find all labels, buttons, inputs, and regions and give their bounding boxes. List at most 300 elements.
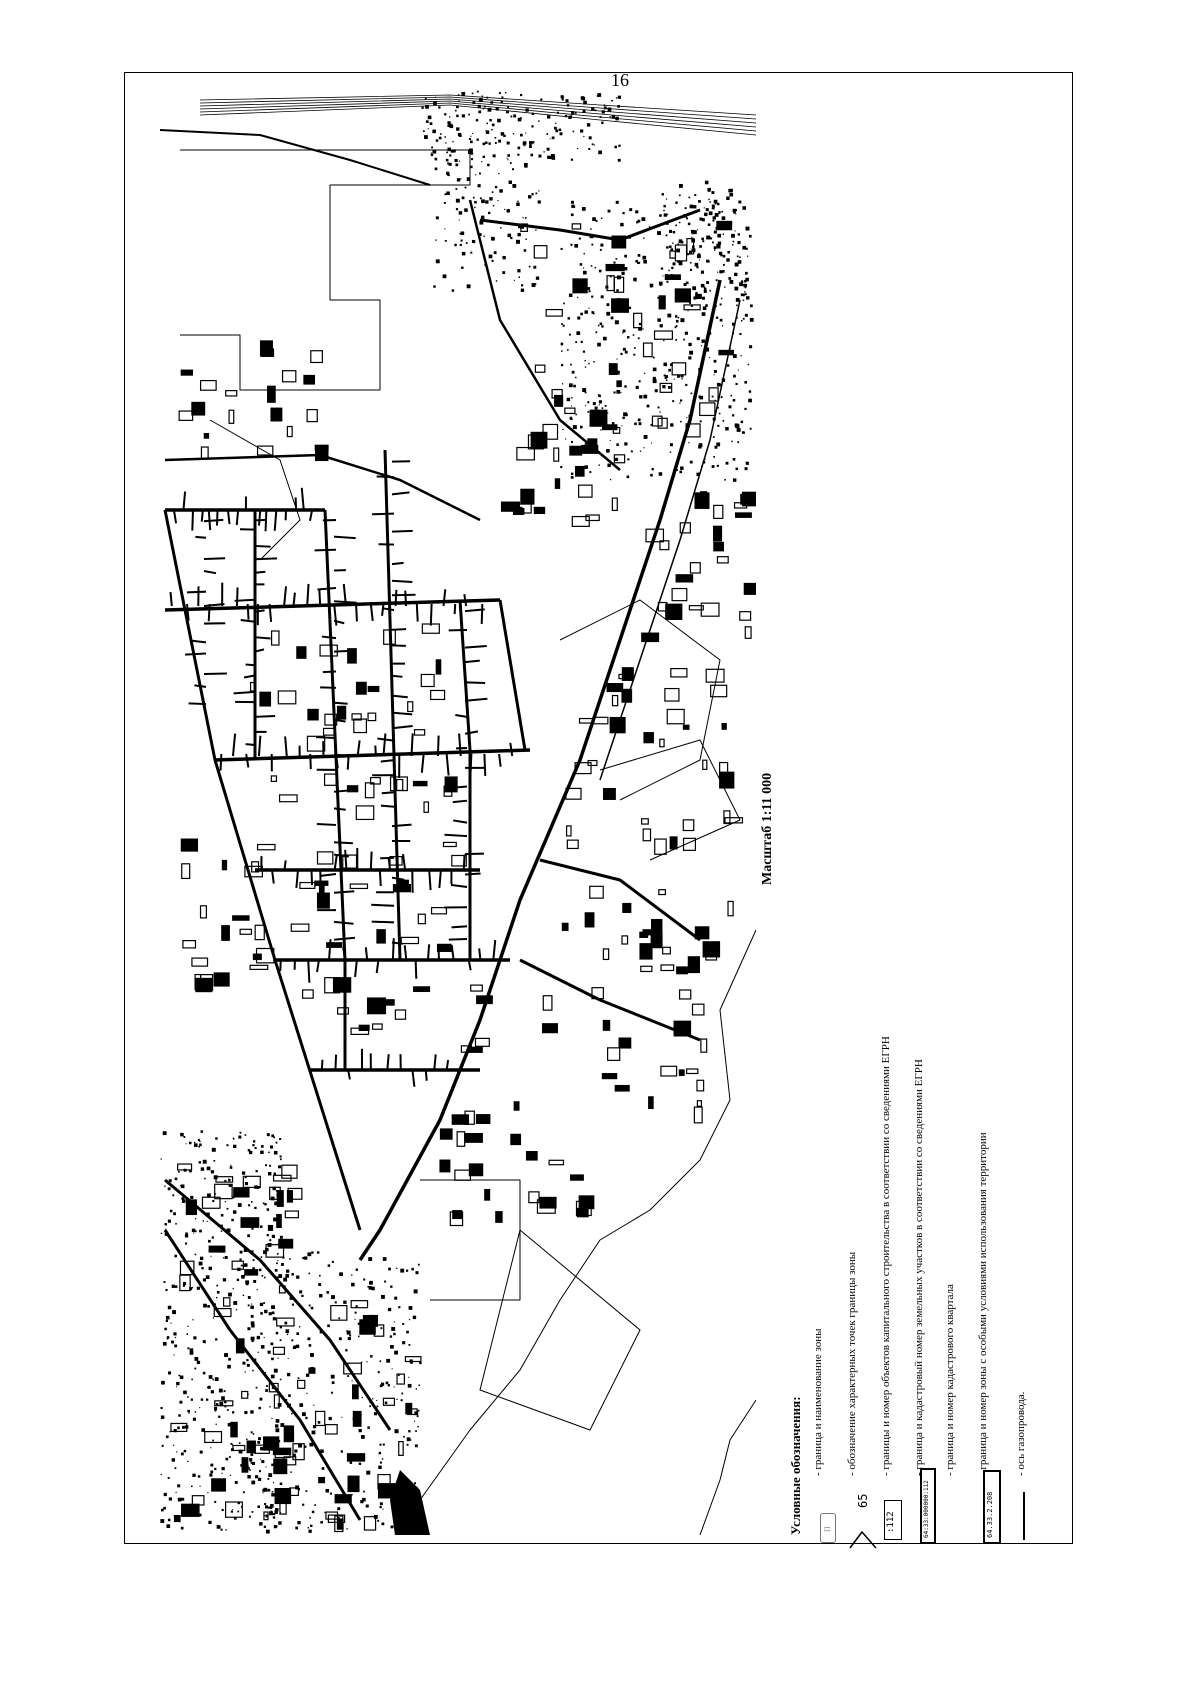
dense-texture-dot — [475, 174, 476, 175]
dense-texture-dot — [685, 207, 687, 209]
dense-texture-dot — [565, 438, 566, 439]
dense-texture-dot — [187, 1410, 190, 1413]
building — [354, 719, 367, 732]
dense-texture-dot — [312, 1511, 314, 1513]
dense-texture-dot — [679, 402, 680, 403]
dense-texture-dot — [459, 233, 460, 234]
dense-texture-dot — [251, 1304, 252, 1305]
building-stub — [255, 572, 264, 573]
dense-texture-dot — [280, 1483, 283, 1486]
dense-texture-dot — [311, 1251, 313, 1253]
dense-texture-dot — [278, 1521, 281, 1524]
dense-texture-dot — [488, 142, 490, 144]
dense-texture-dot — [690, 262, 692, 264]
dense-texture-dot — [332, 1381, 335, 1384]
dense-texture-dot — [730, 189, 733, 192]
dense-texture-dot — [355, 1319, 356, 1320]
dense-texture-dot — [503, 135, 505, 137]
dense-texture-dot — [228, 1293, 232, 1297]
dense-texture-dot — [701, 466, 702, 467]
dense-texture-dot — [461, 231, 465, 235]
dense-texture-dot — [274, 1369, 278, 1373]
building — [717, 557, 728, 563]
dense-texture-dot — [489, 119, 491, 121]
dense-texture-dot — [691, 237, 692, 238]
building — [644, 343, 653, 357]
dense-texture-dot — [241, 1190, 245, 1194]
building — [297, 647, 306, 658]
dense-texture-dot — [588, 148, 590, 150]
building — [325, 1425, 337, 1434]
dense-texture-dot — [204, 1178, 206, 1180]
dense-texture-dot — [575, 377, 576, 378]
dense-texture-dot — [425, 98, 427, 100]
building-stub — [321, 874, 335, 876]
dense-texture-dot — [259, 1522, 262, 1525]
dense-texture-dot — [479, 98, 483, 102]
building — [677, 967, 688, 974]
dense-texture-dot — [222, 1467, 225, 1470]
dense-texture-dot — [390, 1335, 392, 1337]
dense-texture-dot — [573, 425, 577, 429]
dense-texture-dot — [638, 337, 640, 339]
dense-texture-dot — [233, 1196, 235, 1198]
dense-texture-dot — [620, 223, 623, 226]
dense-texture-dot — [444, 202, 446, 204]
dense-texture-dot — [309, 1517, 311, 1519]
building — [445, 777, 457, 792]
dense-texture-dot — [666, 281, 668, 283]
dense-texture-dot — [507, 158, 508, 159]
building — [192, 1496, 204, 1505]
building — [468, 1047, 482, 1052]
dense-texture-dot — [593, 361, 594, 362]
dense-texture-dot — [608, 108, 612, 112]
building — [440, 1129, 452, 1139]
building — [337, 1519, 343, 1529]
dense-texture-dot — [583, 101, 587, 105]
dense-texture-dot — [248, 1204, 250, 1206]
dense-texture-dot — [726, 258, 729, 261]
dense-texture-dot — [264, 1277, 266, 1279]
dense-texture-dot — [245, 1350, 247, 1352]
building — [540, 1197, 556, 1208]
dense-texture-dot — [612, 304, 615, 307]
dense-texture-dot — [687, 294, 690, 297]
dense-texture-dot — [249, 1516, 251, 1518]
building-stub — [417, 605, 418, 621]
building-stub — [470, 755, 471, 776]
building — [660, 739, 664, 747]
dense-texture-dot — [710, 237, 712, 239]
dense-texture-dot — [571, 111, 574, 114]
dense-texture-dot — [409, 1306, 413, 1310]
dense-texture-dot — [653, 368, 657, 372]
dense-texture-dot — [732, 414, 734, 416]
dense-texture-dot — [166, 1320, 168, 1322]
dense-texture-dot — [175, 1223, 177, 1225]
dense-texture-dot — [268, 1473, 272, 1477]
dense-texture-dot — [692, 248, 696, 252]
dense-texture-dot — [272, 1235, 275, 1238]
dense-texture-dot — [679, 262, 683, 266]
dense-texture-dot — [249, 1469, 251, 1471]
dense-texture-dot — [675, 326, 677, 328]
dense-texture-dot — [591, 108, 594, 111]
dense-texture-dot — [341, 1451, 343, 1453]
dense-texture-dot — [547, 148, 550, 151]
dense-texture-dot — [574, 244, 578, 248]
building-stub — [447, 755, 449, 775]
building — [418, 914, 425, 923]
building — [485, 1190, 490, 1200]
building-stub — [452, 946, 454, 960]
building — [612, 498, 617, 510]
dense-texture-dot — [249, 1151, 252, 1154]
dense-texture-dot — [337, 1507, 340, 1510]
dense-texture-dot — [730, 395, 732, 397]
building — [679, 1070, 684, 1075]
dense-texture-dot — [418, 1410, 420, 1412]
dense-texture-dot — [291, 1437, 293, 1439]
dense-texture-dot — [604, 104, 605, 105]
dense-texture-dot — [228, 1179, 230, 1181]
dense-texture-dot — [172, 1194, 174, 1196]
dense-texture-dot — [282, 1256, 284, 1258]
building — [424, 802, 428, 812]
dense-texture-dot — [700, 396, 704, 400]
dense-texture-dot — [435, 158, 438, 161]
dense-texture-dot — [189, 1170, 192, 1173]
building-stub — [355, 960, 357, 976]
dense-texture-dot — [605, 286, 608, 289]
building — [318, 893, 330, 908]
building-stub — [335, 1056, 336, 1070]
building-stub — [372, 905, 393, 906]
dense-texture-dot — [524, 163, 528, 167]
dense-texture-dot — [232, 1509, 233, 1510]
building — [271, 776, 276, 781]
dense-texture-dot — [320, 1521, 323, 1524]
dense-texture-dot — [505, 92, 506, 93]
building — [253, 954, 261, 959]
building-stub — [466, 699, 486, 701]
building — [405, 1357, 420, 1362]
dense-texture-dot — [631, 450, 633, 452]
building — [697, 1101, 701, 1107]
dense-texture-dot — [476, 119, 478, 121]
dense-texture-dot — [291, 1413, 292, 1414]
dense-texture-dot — [663, 340, 664, 341]
dense-texture-dot — [616, 97, 617, 98]
building — [549, 1160, 563, 1164]
dense-texture-dot — [181, 1184, 185, 1188]
dense-texture-dot — [698, 253, 700, 255]
dense-texture-dot — [251, 1481, 255, 1485]
dense-texture-dot — [232, 1411, 234, 1413]
dense-texture-dot — [276, 1419, 280, 1423]
dense-texture-dot — [181, 1197, 184, 1200]
building — [714, 505, 723, 518]
dense-texture-dot — [606, 312, 610, 316]
dense-texture-dot — [231, 1219, 233, 1221]
dense-texture-dot — [458, 94, 459, 95]
dense-texture-dot — [212, 1148, 216, 1152]
dense-texture-dot — [198, 1475, 200, 1477]
legend-capital-object-symbol: :112 — [884, 1500, 902, 1540]
building — [324, 728, 335, 735]
dense-texture-dot — [258, 1364, 259, 1365]
building-stub — [348, 755, 349, 769]
building — [514, 1102, 519, 1110]
building — [615, 1086, 629, 1091]
dense-texture-dot — [247, 1327, 250, 1330]
building — [229, 410, 234, 423]
building-stub — [466, 661, 479, 662]
building — [546, 310, 562, 317]
dense-texture-dot — [272, 1385, 276, 1389]
dense-texture-dot — [469, 138, 471, 140]
dense-texture-dot — [675, 202, 677, 204]
dense-texture-dot — [296, 1332, 299, 1335]
dense-texture-dot — [457, 178, 460, 181]
dense-texture-dot — [587, 287, 590, 290]
dense-texture-dot — [644, 435, 648, 439]
dense-texture-dot — [345, 1349, 347, 1351]
dense-texture-dot — [672, 257, 673, 258]
dense-texture-dot — [750, 318, 754, 322]
dense-texture-dot — [207, 1221, 208, 1222]
dense-texture-dot — [607, 412, 608, 413]
building — [521, 489, 534, 504]
dense-texture-dot — [579, 474, 581, 476]
dense-texture-dot — [374, 1515, 378, 1519]
dense-texture-dot — [591, 296, 593, 298]
dense-texture-dot — [525, 217, 527, 219]
building-stub — [193, 641, 205, 642]
building — [457, 1132, 465, 1146]
dense-texture-dot — [168, 1306, 171, 1309]
building — [607, 684, 622, 692]
building — [671, 669, 687, 677]
dense-texture-dot — [584, 310, 587, 313]
building-stub — [255, 716, 274, 717]
dense-texture-dot — [705, 304, 708, 307]
dense-texture-dot — [723, 420, 725, 422]
building — [351, 1301, 367, 1308]
dense-texture-dot — [616, 359, 617, 360]
building — [745, 627, 751, 639]
dense-texture-dot — [745, 314, 748, 317]
dense-texture-dot — [401, 1399, 403, 1401]
dense-texture-dot — [431, 146, 433, 148]
dense-texture-dot — [735, 213, 736, 214]
dense-texture-dot — [240, 1464, 243, 1467]
dense-texture-dot — [669, 245, 672, 248]
building-stub — [345, 851, 346, 870]
dense-texture-dot — [458, 100, 459, 101]
dense-texture-dot — [284, 1322, 287, 1325]
dense-texture-dot — [328, 1264, 331, 1267]
dense-texture-dot — [177, 1427, 180, 1430]
dense-texture-dot — [472, 240, 475, 243]
building — [268, 386, 276, 402]
building — [201, 906, 207, 918]
dense-texture-dot — [274, 1151, 278, 1155]
dense-texture-dot — [288, 1499, 289, 1500]
dense-texture-dot — [489, 255, 493, 259]
dense-texture-dot — [673, 231, 675, 233]
dense-texture-dot — [491, 237, 495, 241]
dense-texture-dot — [657, 297, 659, 299]
dense-texture-dot — [517, 269, 520, 272]
dense-texture-dot — [251, 1250, 254, 1253]
building — [397, 780, 403, 791]
dense-texture-dot — [446, 191, 450, 195]
building — [183, 941, 196, 948]
dense-texture-dot — [175, 1467, 177, 1469]
dense-texture-dot — [588, 363, 589, 364]
dense-texture-dot — [417, 1426, 418, 1427]
dense-texture-dot — [738, 260, 742, 264]
dense-texture-dot — [722, 379, 725, 382]
dense-texture-dot — [377, 1520, 379, 1522]
dense-texture-dot — [206, 1275, 210, 1279]
dense-texture-dot — [277, 1253, 279, 1255]
dense-texture-dot — [737, 241, 740, 244]
building — [278, 691, 295, 704]
dense-texture-dot — [398, 1374, 400, 1376]
dense-texture-dot — [369, 1281, 373, 1285]
dense-texture-dot — [278, 1165, 281, 1168]
legend-special-zone-symbol: 64.33.2.208 — [983, 1470, 1001, 1544]
dense-texture-dot — [432, 130, 436, 134]
dense-texture-dot — [459, 211, 462, 214]
building-stub — [373, 514, 393, 515]
dense-texture-dot — [508, 234, 512, 238]
building — [455, 1170, 471, 1180]
building — [285, 1211, 298, 1218]
dense-texture-dot — [319, 1275, 321, 1277]
dense-texture-dot — [708, 199, 709, 200]
building-stub — [285, 737, 286, 755]
dense-texture-dot — [627, 458, 629, 460]
dense-texture-dot — [185, 1232, 187, 1234]
dense-texture-dot — [743, 284, 746, 287]
dense-texture-dot — [699, 245, 702, 248]
dense-texture-dot — [257, 1441, 260, 1444]
building-stub — [358, 741, 360, 755]
dense-texture-dot — [363, 1279, 365, 1281]
dense-texture-dot — [583, 351, 585, 353]
dense-texture-dot — [625, 351, 628, 354]
dense-texture-dot — [254, 1185, 257, 1188]
dense-texture-dot — [662, 275, 663, 276]
dense-texture-dot — [519, 277, 520, 278]
building — [641, 966, 652, 971]
dense-texture-dot — [624, 255, 627, 258]
dense-texture-dot — [246, 1359, 248, 1361]
dense-texture-dot — [688, 423, 690, 425]
dense-texture-dot — [589, 471, 591, 473]
dense-texture-dot — [203, 1304, 207, 1308]
dense-texture-dot — [577, 297, 578, 298]
building — [722, 724, 726, 730]
building — [667, 709, 684, 723]
building — [452, 1115, 468, 1124]
building-stub — [426, 1070, 427, 1080]
building-stub — [272, 870, 274, 883]
building-stub — [335, 842, 352, 843]
dense-texture-dot — [395, 1429, 399, 1433]
dense-texture-dot — [252, 1267, 255, 1270]
dense-texture-dot — [584, 253, 585, 254]
legend-char-point-number: 65 — [856, 1493, 870, 1508]
dense-texture-dot — [533, 266, 536, 269]
map-buildings — [171, 221, 761, 1531]
dense-texture-dot — [274, 1510, 277, 1513]
building — [701, 492, 707, 504]
dense-texture-dot — [308, 1527, 309, 1528]
dense-texture-dot — [529, 144, 531, 146]
dense-texture-dot — [161, 1158, 162, 1159]
dense-texture-dot — [716, 279, 718, 281]
dense-texture-dot — [574, 448, 578, 452]
dense-texture-dot — [235, 1481, 238, 1484]
dense-texture-dot — [259, 1470, 261, 1472]
dense-texture-dot — [666, 379, 668, 381]
dense-texture-dot — [304, 1446, 306, 1448]
dense-texture-dot — [592, 217, 596, 221]
dense-texture-dot — [650, 474, 653, 477]
dense-texture-dot — [201, 1167, 204, 1170]
dense-texture-dot — [660, 324, 663, 327]
dense-texture-dot — [638, 262, 640, 264]
dense-texture-dot — [408, 1384, 412, 1388]
building — [683, 820, 693, 831]
dense-texture-dot — [341, 1417, 342, 1418]
dense-texture-dot — [194, 1143, 198, 1147]
building — [338, 706, 346, 719]
building-stub — [284, 587, 286, 605]
dense-texture-dot — [164, 1328, 166, 1330]
dense-texture-dot — [386, 1359, 390, 1363]
dense-texture-dot — [212, 1236, 214, 1238]
dense-texture-dot — [268, 1152, 270, 1154]
building — [476, 1115, 489, 1124]
dense-texture-dot — [455, 188, 457, 190]
dense-texture-dot — [239, 1442, 241, 1444]
dense-texture-dot — [571, 213, 574, 216]
dense-texture-dot — [275, 1428, 279, 1432]
building — [720, 772, 734, 788]
dense-texture-dot — [240, 1251, 243, 1254]
dense-texture-dot — [557, 112, 559, 114]
dense-texture-dot — [571, 115, 573, 117]
dense-texture-dot — [438, 106, 440, 108]
dense-texture-dot — [606, 303, 609, 306]
dense-texture-dot — [401, 1393, 403, 1395]
dense-texture-dot — [367, 1426, 369, 1428]
dense-texture-dot — [291, 1273, 294, 1276]
dense-texture-dot — [680, 318, 684, 322]
dense-texture-dot — [678, 293, 680, 295]
dense-texture-dot — [403, 1436, 405, 1438]
dense-texture-dot — [180, 1133, 184, 1137]
dense-texture-dot — [479, 233, 482, 236]
dense-texture-dot — [418, 1385, 420, 1387]
dense-texture-dot — [491, 101, 494, 104]
